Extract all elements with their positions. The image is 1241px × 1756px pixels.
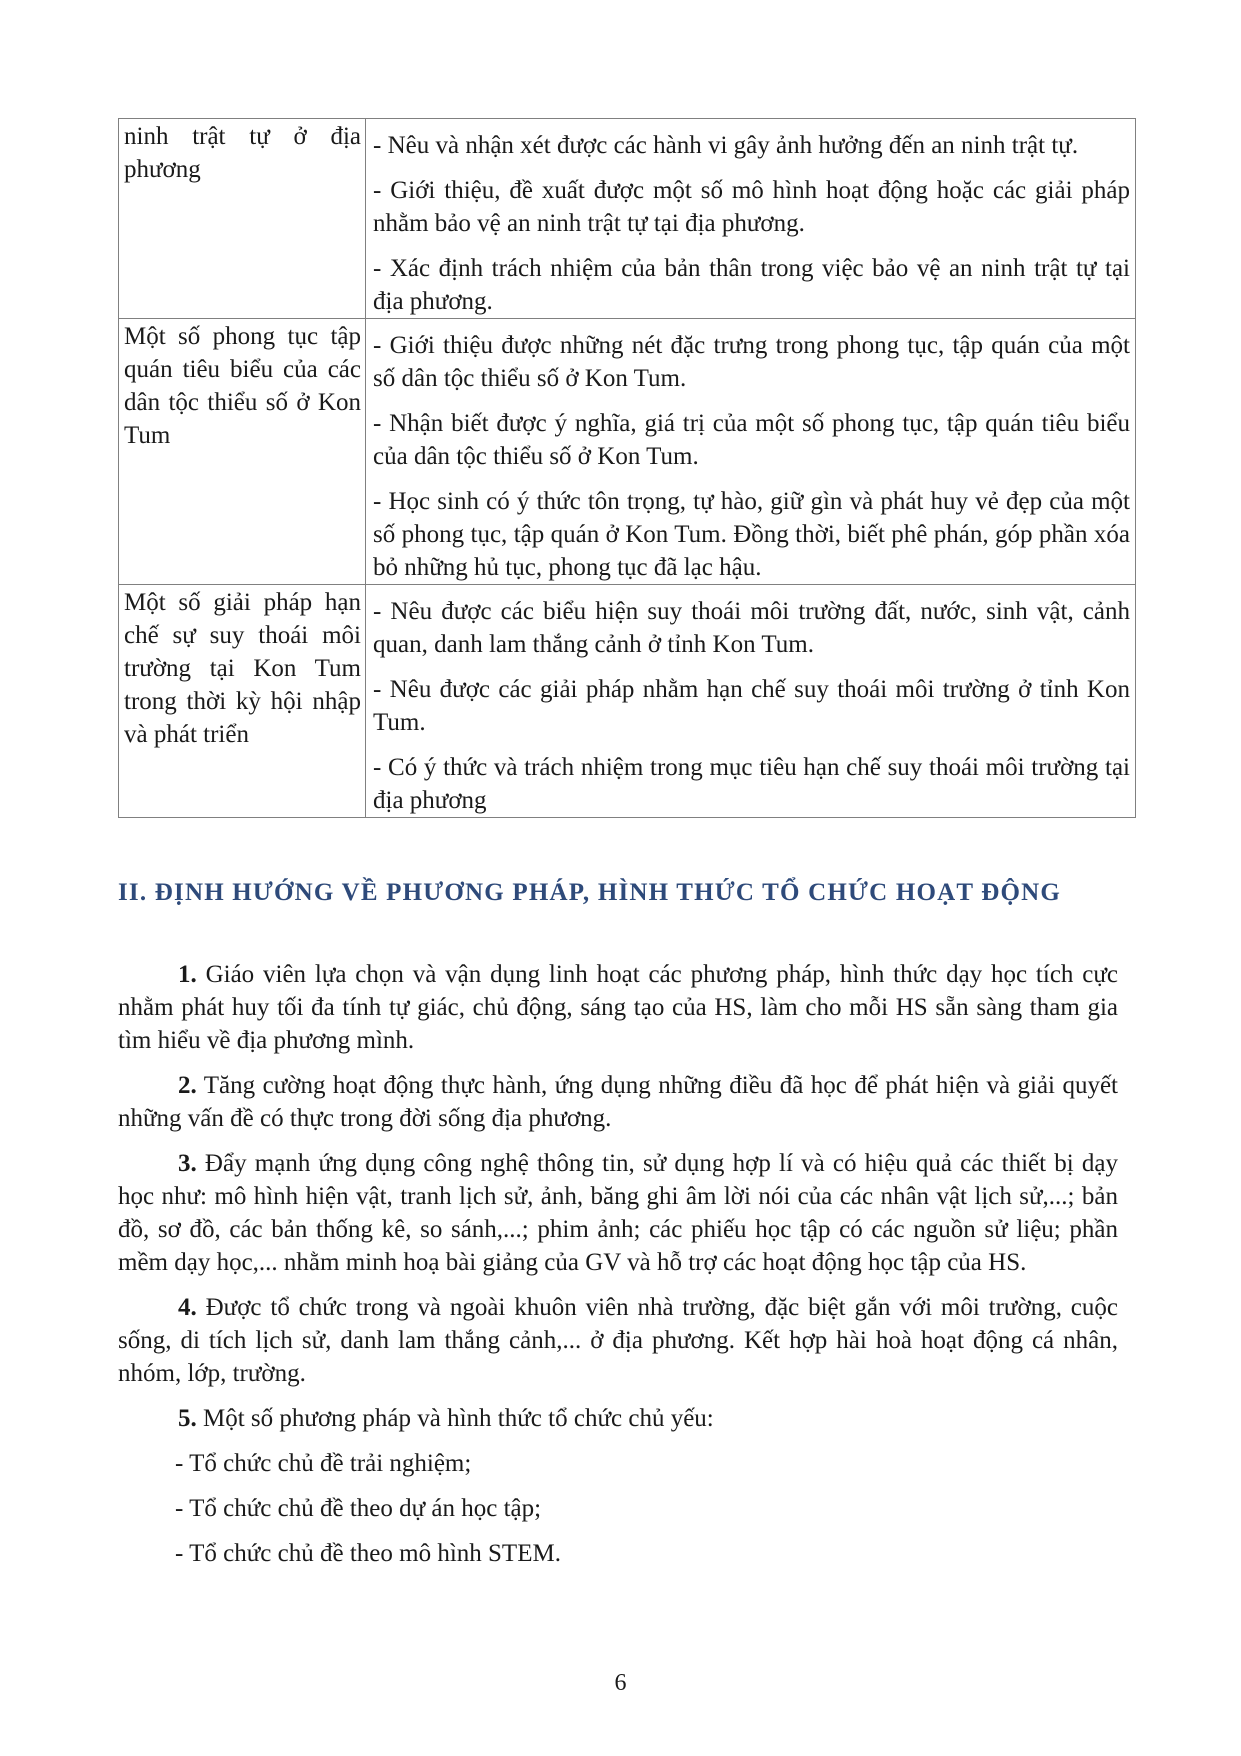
numbered-paragraph [118, 1147, 1118, 1279]
topic-text: ninh trật tự ở địa phương [124, 123, 361, 183]
requirement-item: - Nêu được các biểu hiện suy thoái môi trường đất, nước, sinh vật, cảnh quan, danh lam thắng cảnh ở tỉnh Kon Tum. [373, 598, 1130, 658]
table-row [119, 319, 1136, 585]
topic-text: Một số phong tục tập quán tiêu biểu của các dân tộc thiểu số ở Kon Tum [124, 323, 361, 449]
bullet-item: - Tổ chức chủ đề theo dự án học tập; [175, 1495, 542, 1522]
numbered-paragraph [118, 1291, 1118, 1390]
bullet-item: - Tổ chức chủ đề trải nghiệm; [175, 1450, 472, 1477]
paragraph-number: 5. [178, 1405, 197, 1432]
paragraph-number: 4. [178, 1294, 197, 1321]
numbered-paragraph [118, 1402, 1118, 1435]
content-table [118, 118, 1136, 818]
topic-cell [119, 319, 366, 585]
topic-text: Một số giải pháp hạn chế sự suy thoái môi trường tại Kon Tum trong thời kỳ hội nhập và phát triển [124, 589, 361, 748]
requirements-cell [366, 585, 1136, 818]
requirement-item: - Xác định trách nhiệm của bản thân trong việc bảo vệ an ninh trật tự tại địa phương. [373, 255, 1130, 315]
requirement-item: - Học sinh có ý thức tôn trọng, tự hào, giữ gìn và phát huy vẻ đẹp của một số phong tục, tập quán ở Kon Tum. Đồng thời, biết phê phán, góp phần xóa bỏ những hủ tục, phong tục đã lạc hậu. [373, 488, 1130, 581]
paragraph-text: Được tổ chức trong và ngoài khuôn viên nhà trường, đặc biệt gắn với môi trường, cuộc sống, di tích lịch sử, danh lam thắng cảnh,... ở địa phương. Kết hợp hài hoà hoạt động cá nhân, nhóm, lớp, trường. [118, 1294, 1118, 1387]
paragraph-text: Giáo viên lựa chọn và vận dụng linh hoạt các phương pháp, hình thức dạy học tích cực nhằm phát huy tối đa tính tự giác, chủ động, sáng tạo của HS, làm cho mỗi HS sẵn sàng tham gia tìm hiểu về địa phương mình. [118, 961, 1118, 1054]
paragraph-number: 3. [178, 1150, 197, 1177]
requirement-item: - Giới thiệu, đề xuất được một số mô hình hoạt động hoặc các giải pháp nhằm bảo vệ an ninh trật tự tại địa phương. [373, 177, 1130, 237]
numbered-paragraph [118, 1069, 1118, 1135]
paragraph-number: 1. [178, 961, 197, 988]
topic-cell [119, 119, 366, 319]
paragraph-text: Một số phương pháp và hình thức tổ chức chủ yếu: [196, 1405, 714, 1432]
section-heading: II. ĐỊNH HƯỚNG VỀ PHƯƠNG PHÁP, HÌNH THỨC TỔ CHỨC HOẠT ĐỘNG [118, 879, 1062, 906]
requirement-item: - Nhận biết được ý nghĩa, giá trị của một số phong tục, tập quán tiêu biểu của dân tộc thiểu số ở Kon Tum. [373, 410, 1130, 470]
requirements-cell [366, 319, 1136, 585]
paragraph-text: Đẩy mạnh ứng dụng công nghệ thông tin, sử dụng hợp lí và có hiệu quả các thiết bị dạy học như: mô hình hiện vật, tranh lịch sử, ảnh, băng ghi âm lời nói của các nhân vật lịch sử,...; bản đồ, sơ đồ, các bản thống kê, so sánh,...; phim ảnh; các phiếu học tập có các nguồn sử liệu; phần mềm dạy học,... nhằm minh hoạ bài giảng của GV và hỗ trợ các hoạt động học tập của HS. [118, 1150, 1118, 1276]
topic-cell [119, 585, 366, 818]
requirement-item: - Nêu được các giải pháp nhằm hạn chế suy thoái môi trường ở tỉnh Kon Tum. [373, 676, 1130, 736]
table-row [119, 119, 1136, 319]
requirement-item: - Có ý thức và trách nhiệm trong mục tiêu hạn chế suy thoái môi trường tại địa phương [373, 754, 1130, 814]
paragraph-text: Tăng cường hoạt động thực hành, ứng dụng những điều đã học để phát hiện và giải quyết những vấn đề có thực trong đời sống địa phương. [118, 1072, 1118, 1132]
requirement-item: - Giới thiệu được những nét đặc trưng trong phong tục, tập quán của một số dân tộc thiểu số ở Kon Tum. [373, 332, 1130, 392]
table-row [119, 585, 1136, 818]
requirements-cell [366, 119, 1136, 319]
numbered-paragraph [118, 958, 1118, 1057]
paragraph-number: 2. [178, 1072, 197, 1099]
page-number: 6 [614, 1670, 627, 1696]
bullet-item: - Tổ chức chủ đề theo mô hình STEM. [175, 1540, 561, 1567]
section-body [118, 958, 1118, 1582]
requirement-item: - Nêu và nhận xét được các hành vi gây ảnh hưởng đến an ninh trật tự. [373, 132, 1079, 159]
